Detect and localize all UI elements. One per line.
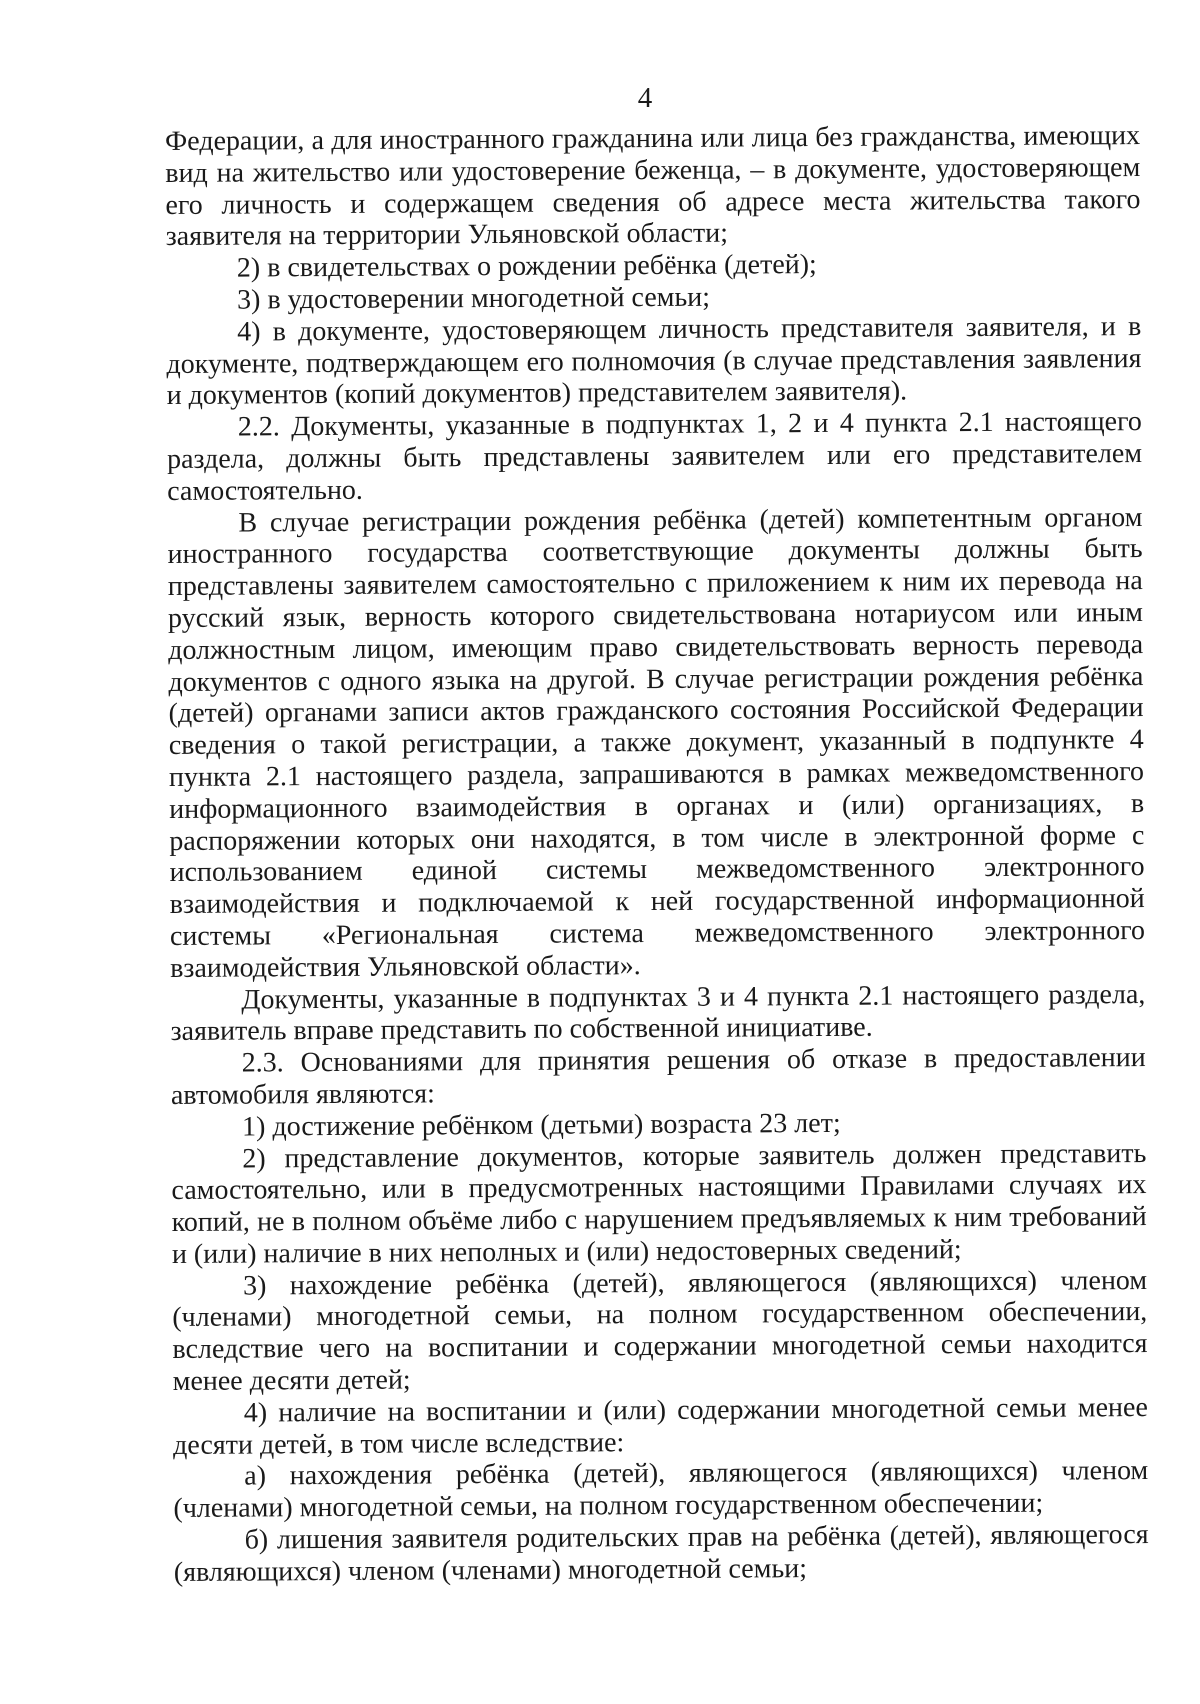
document-body — [165, 120, 1149, 1589]
paragraph: а) нахождения ребёнка (детей), являющегося (являющихся) членом (членами) многодетной семьи, на полном государственном обеспечении; — [173, 1455, 1149, 1525]
paragraph: 4) в документе, удостоверяющем личность представителя заявителя, и в документе, подтверждающем его полномочия (в случае представления заявления и документов (копий документов) представителем заявителя). — [166, 310, 1142, 412]
paragraph: В случае регистрации рождения ребёнка (детей) компетентным органом иностранного государства соответствующие документы должны быть представлены заявителем самостоятельно с приложением к ним их перевода на русский язык, верность которого свидетельствована нотариусом или иным должностным лицом, имеющим право свидетельствовать верность перевода документов с одного языка на другой. В случае регистрации рождения ребёнка (детей) органами записи актов гражданского состояния Российской Федерации сведения о такой регистрации, а также документ, указанный в подпункте 4 пункта 2.1 настоящего раздела, запрашиваются в рамках межведомственного информационного взаимодействия в органах и (или) организациях, в распоряжении которых они находятся, в том числе в электронной форме с использованием единой системы межведомственного электронного взаимодействия и подключаемой к ней государственной информационной системы «Региональная система межведомственного электронного взаимодействия Ульяновской области». — [167, 501, 1146, 984]
paragraph: 2.3. Основаниями для принятия решения об отказе в предоставлении автомобиля являются: — [170, 1042, 1146, 1111]
paragraph: 2) в свидетельствах о рождении ребёнка (детей); — [236, 249, 817, 284]
paragraph: 2) представление документов, которые заявитель должен представить самостоятельно, или в предусмотренных настоящими Правилами случаях их копий, не в полном объёме либо с нарушением предъявляемых к ним требований и (или) наличие в них неполных и (или) недостоверных сведений; — [171, 1137, 1147, 1270]
paragraph: Федерации, а для иностранного гражданина или лица без гражданства, имеющих вид на жительство или удостоверение беженца, – в документе, удостоверяющем его личность и содержащем сведения об адресе места жительства такого заявителя на территории Ульяновской области; — [165, 120, 1141, 253]
paragraph: 1) достижение ребёнком (детьми) возраста 23 лет; — [242, 1107, 841, 1143]
paragraph: 4) наличие на воспитании и (или) содержании многодетной семьи менее десяти детей, в том числе вследствие: — [172, 1391, 1148, 1461]
page-number: 4 — [637, 82, 653, 114]
paragraph: 2.2. Документы, указанные в подпунктах 1, 2 и 4 пункта 2.1 настоящего раздела, должны быть представлены заявителем или его представителем самостоятельно. — [166, 406, 1143, 507]
paragraph: 3) в удостоверении многодетной семьи; — [236, 281, 711, 316]
paragraph: Документы, указанные в подпунктах 3 и 4 пункта 2.1 настоящего раздела, заявитель вправе представить по собственной инициативе. — [170, 978, 1146, 1048]
paragraph: б) лишения заявителя родительских прав на ребёнка (детей), являющегося (являющихся) членом (членами) многодетной семьи; — [173, 1519, 1149, 1588]
paragraph: 3) нахождение ребёнка (детей), являющегося (являющихся) членом (членами) многодетной семьи, на полном государственном обеспечении, вследствие чего на воспитании и содержании многодетной семьи находится менее десяти детей; — [172, 1264, 1148, 1398]
